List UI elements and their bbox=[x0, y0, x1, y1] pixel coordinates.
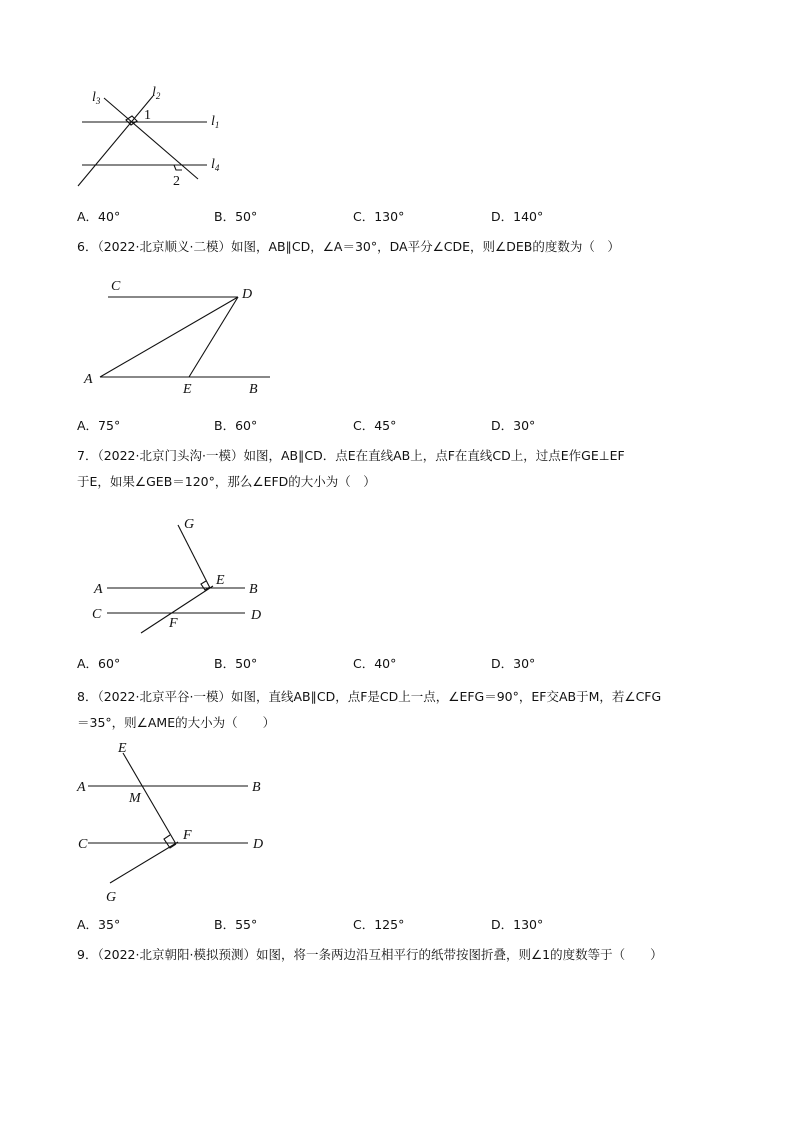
q7-line-2: 于E，如果∠GEB＝120°，那么∠EFD的大小为（ ） bbox=[77, 474, 376, 489]
q6-option-d: D．30° bbox=[491, 418, 536, 433]
segment-fg bbox=[110, 842, 178, 883]
label-D: D bbox=[251, 608, 262, 623]
q7-figure bbox=[88, 515, 278, 635]
angle-2-arc bbox=[174, 165, 182, 170]
q5-option-b: B．50° bbox=[214, 209, 258, 224]
q8-option-d: D．130° bbox=[491, 917, 544, 932]
label-angle-2: 2 bbox=[173, 174, 180, 189]
q6-option-b: B．60° bbox=[214, 418, 258, 433]
q9-text: 如图，将一条两边沿互相平行的纸带按图折叠，则∠1的度数等于（ ） bbox=[255, 947, 663, 962]
segment-de bbox=[189, 297, 238, 377]
line-l2 bbox=[78, 96, 153, 186]
label-E: E bbox=[118, 741, 127, 756]
q8-figure bbox=[72, 738, 272, 908]
label-B: B bbox=[249, 382, 258, 397]
q5-option-a: A．40° bbox=[77, 209, 121, 224]
q5-figure bbox=[70, 80, 240, 195]
q8-source: （2022·北京平谷·一模） bbox=[97, 689, 231, 704]
label-l2: $l_2$ bbox=[152, 85, 161, 101]
q9-number: 9． bbox=[77, 947, 98, 962]
q8-number: 8． bbox=[77, 689, 98, 704]
q7-text-1: 如图，AB∥CD．点E在直线AB上，点F在直线CD上，过点E作GE⊥EF bbox=[243, 448, 625, 463]
label-D: D bbox=[242, 287, 253, 302]
q7-option-d: D．30° bbox=[491, 656, 536, 671]
q7-number: 7． bbox=[77, 448, 98, 463]
label-l3: $l_3$ bbox=[92, 90, 101, 106]
segment-ge bbox=[178, 525, 210, 588]
label-F: F bbox=[183, 828, 192, 843]
segment-ad bbox=[100, 297, 238, 377]
label-A: A bbox=[84, 372, 93, 387]
label-D: D bbox=[253, 837, 264, 852]
q6-stem bbox=[77, 234, 620, 260]
label-G: G bbox=[184, 517, 195, 532]
q8-text-1: 如图，直线AB∥CD，点F是CD上一点，∠EFG＝90°，EF交AB于M，若∠CFG bbox=[230, 689, 662, 704]
q7-stem bbox=[77, 443, 625, 495]
q6-source: （2022·北京顺义·二模） bbox=[97, 239, 231, 254]
q9-source: （2022·北京朝阳·模拟预测） bbox=[97, 947, 256, 962]
label-l1: $l_1$ bbox=[211, 114, 220, 130]
q6-figure bbox=[78, 272, 278, 397]
label-E: E bbox=[216, 573, 225, 588]
q8-line-1 bbox=[77, 684, 661, 710]
q8-stem bbox=[77, 684, 661, 736]
label-M: M bbox=[129, 791, 141, 806]
q7-option-c: C．40° bbox=[353, 656, 397, 671]
q6-option-c: C．45° bbox=[353, 418, 397, 433]
q7-line-1 bbox=[77, 443, 625, 469]
label-F: F bbox=[169, 616, 178, 631]
label-C: C bbox=[78, 837, 88, 852]
q7-option-b: B．50° bbox=[214, 656, 258, 671]
label-C: C bbox=[92, 607, 102, 622]
label-A: A bbox=[77, 780, 86, 795]
label-B: B bbox=[252, 780, 261, 795]
q8-line-2: ＝35°，则∠AME的大小为（ ） bbox=[77, 715, 276, 730]
label-C: C bbox=[111, 279, 121, 294]
label-A: A bbox=[94, 582, 103, 597]
q7-source: （2022·北京门头沟·一模） bbox=[97, 448, 244, 463]
q9-stem bbox=[77, 942, 663, 968]
q7-option-a: A．60° bbox=[77, 656, 121, 671]
q8-option-c: C．125° bbox=[353, 917, 405, 932]
label-l4: $l_4$ bbox=[211, 157, 220, 173]
label-G: G bbox=[106, 890, 117, 905]
q6-number: 6． bbox=[77, 239, 98, 254]
label-angle-1: 1 bbox=[144, 108, 151, 123]
label-B: B bbox=[249, 582, 258, 597]
q5-option-d: D．140° bbox=[491, 209, 544, 224]
q8-option-b: B．55° bbox=[214, 917, 258, 932]
label-E: E bbox=[183, 382, 192, 397]
q6-text: 如图，AB∥CD，∠A＝30°，DA平分∠CDE，则∠DEB的度数为（ ） bbox=[230, 239, 620, 254]
q8-option-a: A．35° bbox=[77, 917, 121, 932]
q5-option-c: C．130° bbox=[353, 209, 405, 224]
q6-option-a: A．75° bbox=[77, 418, 121, 433]
